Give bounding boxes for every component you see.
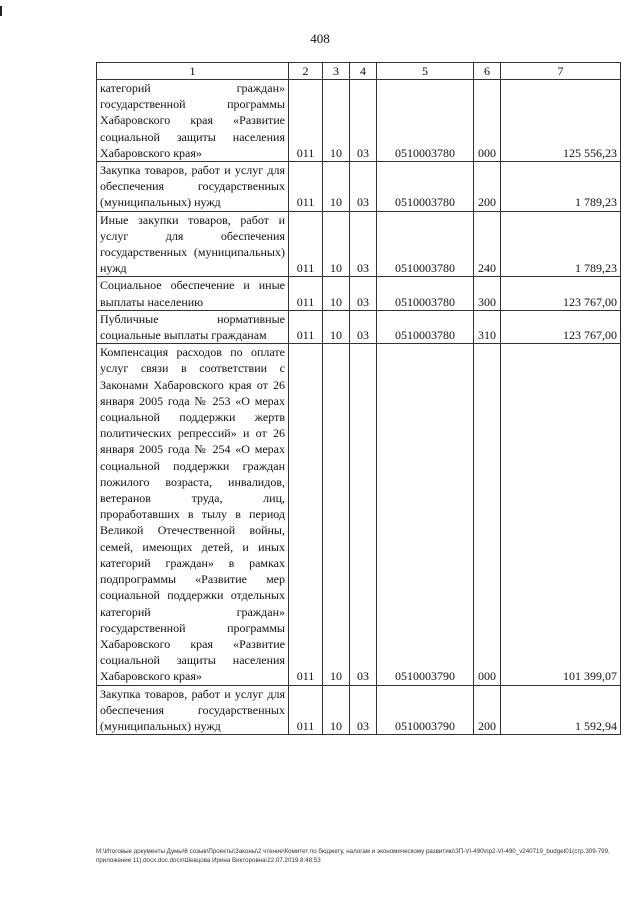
row-code: 011 — [289, 80, 323, 162]
row-target-article: 0510003780 — [377, 211, 474, 277]
row-amount: 125 556,23 — [501, 80, 621, 162]
row-expense-type: 200 — [474, 685, 501, 735]
page-edge-mark — [0, 6, 2, 16]
row-subsection: 03 — [350, 277, 377, 310]
row-amount: 1 789,23 — [501, 162, 621, 212]
row-target-article: 0510003780 — [377, 310, 474, 343]
row-subsection: 03 — [350, 162, 377, 212]
row-description: Закупка товаров, работ и услуг для обеспечения государственных (муниципальных) нужд — [97, 685, 289, 735]
row-target-article: 0510003780 — [377, 277, 474, 310]
row-amount: 101 399,07 — [501, 344, 621, 685]
page-number: 408 — [310, 31, 330, 46]
row-expense-type: 310 — [474, 310, 501, 343]
budget-table — [96, 62, 621, 735]
column-header: 1 — [97, 63, 289, 80]
row-code: 011 — [289, 162, 323, 212]
row-expense-type: 300 — [474, 277, 501, 310]
column-header: 4 — [350, 63, 377, 80]
row-target-article: 0510003790 — [377, 685, 474, 735]
row-code: 011 — [289, 310, 323, 343]
row-subsection: 03 — [350, 310, 377, 343]
row-amount: 1 592,94 — [501, 685, 621, 735]
row-code: 011 — [289, 344, 323, 685]
row-description: Компенсация расходов по оплате услуг связи в соответствии с Законами Хабаровского края от 26 января 2005 года № 253 «О мерах социальной поддержки жертв политических репрессий» и от 26 января 2005 года № 254 «О мерах социальной поддержки граждан пожилого возраста, инвалидов, ветеранов труда, лиц, проработавших в тылу в период Великой Отечественной войны, семей, имеющих детей, и иных категорий граждан» в рамках подпрограммы «Развитие мер социальной поддержки отдельных категорий граждан» государственной программы Хабаровского края «Развитие социальной защиты населения Хабаровского края» — [97, 344, 289, 685]
row-expense-type: 000 — [474, 344, 501, 685]
table-row — [97, 80, 621, 162]
row-code: 011 — [289, 685, 323, 735]
table-row — [97, 310, 621, 343]
row-target-article: 0510003780 — [377, 80, 474, 162]
row-description: Иные закупки товаров, работ и услуг для обеспечения государственных (муниципальных) нужд — [97, 211, 289, 277]
column-header: 6 — [474, 63, 501, 80]
row-expense-type: 240 — [474, 211, 501, 277]
row-section: 10 — [323, 211, 350, 277]
row-description: категорий граждан» государственной программы Хабаровского края «Развитие социальной защиты населения Хабаровского края» — [97, 80, 289, 162]
row-amount: 123 767,00 — [501, 310, 621, 343]
column-header: 2 — [289, 63, 323, 80]
row-section: 10 — [323, 277, 350, 310]
column-header: 3 — [323, 63, 350, 80]
row-description: Публичные нормативные социальные выплаты гражданам — [97, 310, 289, 343]
file-path-footer: M:\Итоговые документы Думы\6 созыв\Проекты\Законы\2 чтение\Комитет по бюджету, налогам и экономическому развитию\ЗП-VI-490\пр2-VI-490_v240719_budget01(стр.309-799, приложение 11).docx.doc.docx\Шевцова Ирина Викторовна\22.07.2019 8:48:53 — [96, 848, 610, 864]
row-subsection: 03 — [350, 80, 377, 162]
table-row — [97, 277, 621, 310]
table-row — [97, 211, 621, 277]
column-header: 7 — [501, 63, 621, 80]
row-description: Закупка товаров, работ и услуг для обеспечения государственных (муниципальных) нужд — [97, 162, 289, 212]
row-subsection: 03 — [350, 344, 377, 685]
row-section: 10 — [323, 344, 350, 685]
row-description: Социальное обеспечение и иные выплаты населению — [97, 277, 289, 310]
table-row — [97, 685, 621, 735]
row-expense-type: 200 — [474, 162, 501, 212]
row-amount: 1 789,23 — [501, 211, 621, 277]
table-row — [97, 162, 621, 212]
row-code: 011 — [289, 277, 323, 310]
row-subsection: 03 — [350, 685, 377, 735]
row-target-article: 0510003780 — [377, 162, 474, 212]
row-section: 10 — [323, 80, 350, 162]
row-section: 10 — [323, 162, 350, 212]
column-header: 5 — [377, 63, 474, 80]
row-code: 011 — [289, 211, 323, 277]
row-subsection: 03 — [350, 211, 377, 277]
row-amount: 123 767,00 — [501, 277, 621, 310]
table-row — [97, 344, 621, 685]
row-section: 10 — [323, 310, 350, 343]
row-target-article: 0510003790 — [377, 344, 474, 685]
row-section: 10 — [323, 685, 350, 735]
row-expense-type: 000 — [474, 80, 501, 162]
table-header-row — [97, 63, 621, 80]
